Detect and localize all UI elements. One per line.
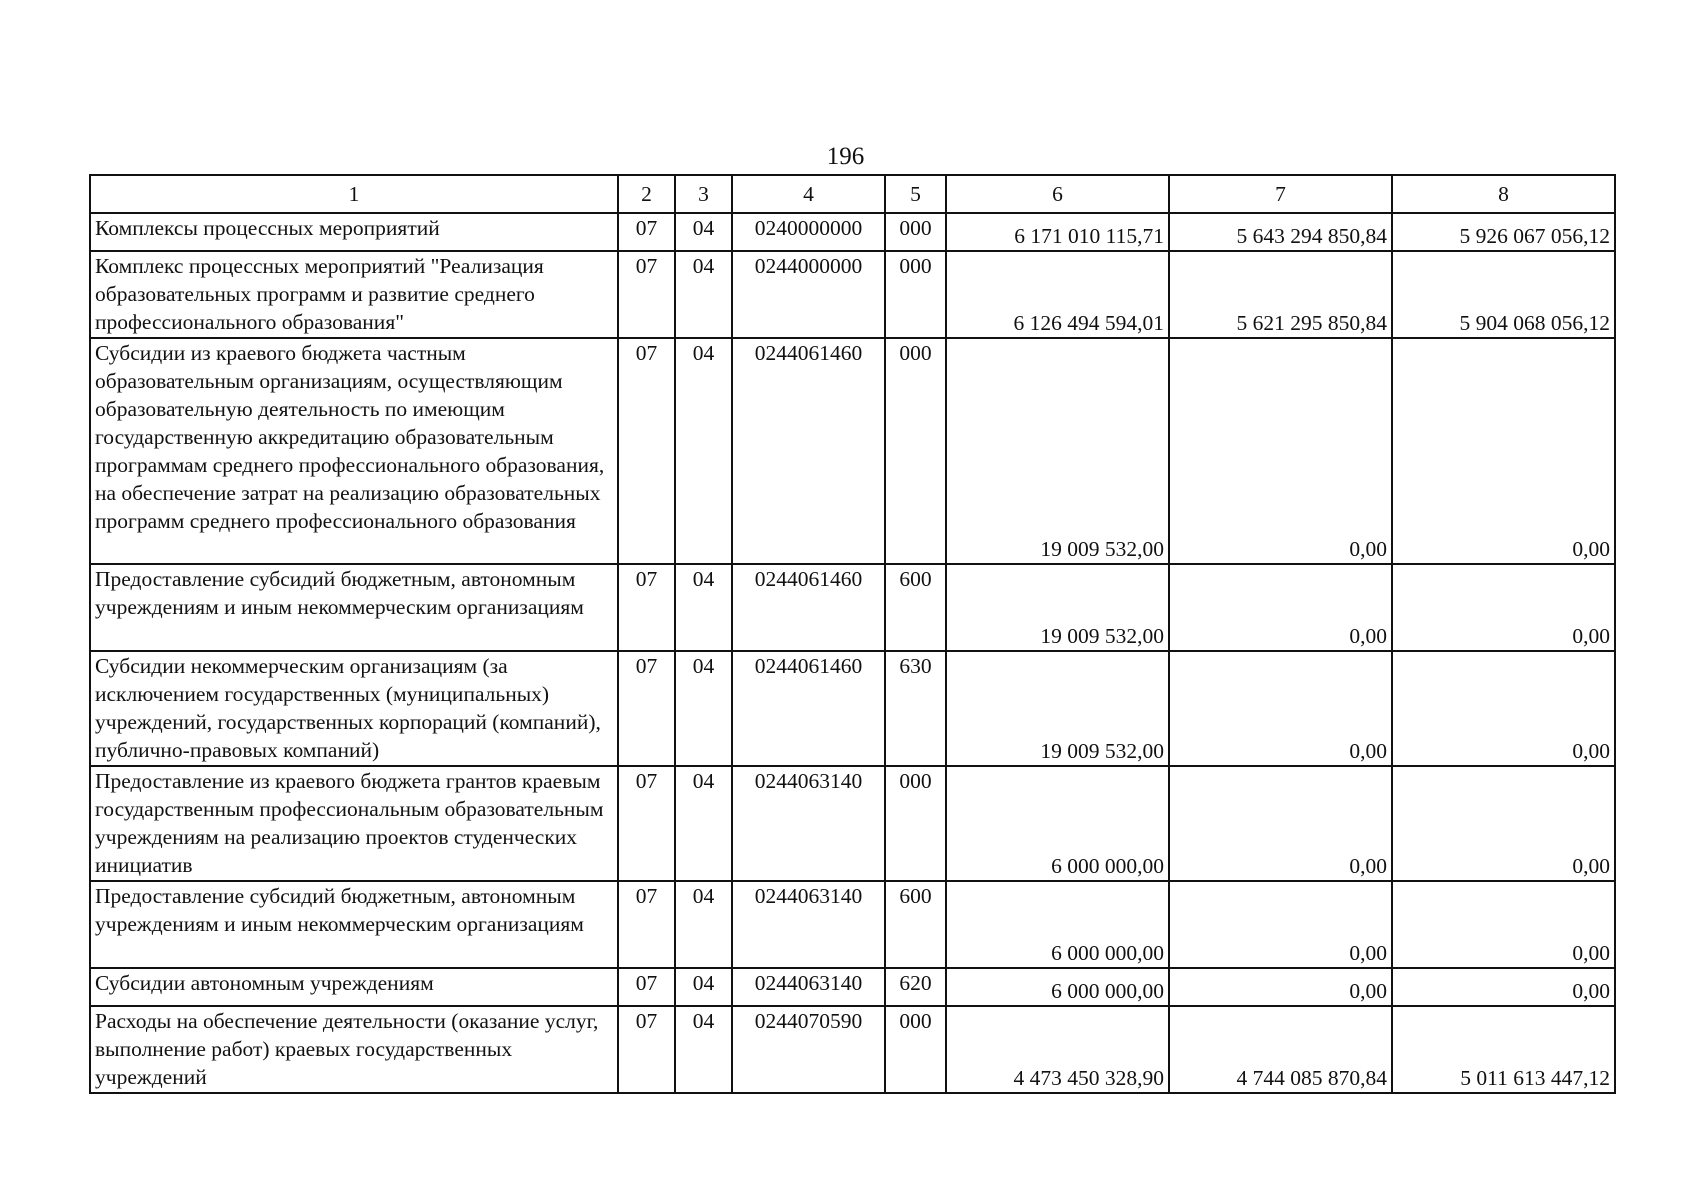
row-amount-col8: 0,00 [1392, 338, 1615, 564]
row-section: 07 [618, 564, 675, 651]
row-amount-col6: 6 126 494 594,01 [946, 251, 1169, 338]
row-description: Предоставление из краевого бюджета грантов краевым государственным профессиональным образовательным учреждениям на реализацию проектов студенческих инициатив [90, 766, 618, 881]
row-subsection: 04 [675, 881, 732, 968]
row-description: Субсидии некоммерческим организациям (за исключением государственных (муниципальных) учреждений, государственных корпораций (компаний), публично-правовых компаний) [90, 651, 618, 766]
row-target-code: 0244061460 [732, 651, 885, 766]
row-amount-col8: 5 904 068 056,12 [1392, 251, 1615, 338]
column-header: 2 [618, 175, 675, 213]
row-section: 07 [618, 251, 675, 338]
row-expense-type: 000 [885, 1006, 946, 1093]
row-expense-type: 000 [885, 251, 946, 338]
row-amount-col8: 0,00 [1392, 881, 1615, 968]
row-amount-col8: 5 011 613 447,12 [1392, 1006, 1615, 1093]
row-target-code: 0244063140 [732, 881, 885, 968]
table-row [90, 1006, 1615, 1093]
column-header: 3 [675, 175, 732, 213]
row-description: Предоставление субсидий бюджетным, автономным учреждениям и иным некоммерческим организациям [90, 564, 618, 651]
row-target-code: 0244070590 [732, 1006, 885, 1093]
row-amount-col7: 5 621 295 850,84 [1169, 251, 1392, 338]
row-amount-col7: 5 643 294 850,84 [1169, 213, 1392, 251]
column-header: 6 [946, 175, 1169, 213]
row-amount-col6: 6 171 010 115,71 [946, 213, 1169, 251]
row-target-code: 0240000000 [732, 213, 885, 251]
row-amount-col6: 6 000 000,00 [946, 766, 1169, 881]
row-amount-col6: 19 009 532,00 [946, 564, 1169, 651]
row-amount-col6: 19 009 532,00 [946, 651, 1169, 766]
row-amount-col7: 0,00 [1169, 651, 1392, 766]
row-amount-col8: 0,00 [1392, 766, 1615, 881]
row-expense-type: 600 [885, 881, 946, 968]
row-amount-col7: 0,00 [1169, 766, 1392, 881]
row-section: 07 [618, 968, 675, 1006]
row-description: Субсидии из краевого бюджета частным образовательным организациям, осуществляющим образовательную деятельность по имеющим государственную аккредитацию образовательным программам среднего профессионального образования, на обеспечение затрат на реализацию образовательных программ среднего профессионального образования [90, 338, 618, 564]
table-row [90, 213, 1615, 251]
row-description: Комплексы процессных мероприятий [90, 213, 618, 251]
row-amount-col6: 4 473 450 328,90 [946, 1006, 1169, 1093]
row-description: Субсидии автономным учреждениям [90, 968, 618, 1006]
row-expense-type: 000 [885, 338, 946, 564]
table-row [90, 766, 1615, 881]
row-amount-col7: 4 744 085 870,84 [1169, 1006, 1392, 1093]
page-number: 196 [826, 143, 865, 170]
column-header: 4 [732, 175, 885, 213]
row-expense-type: 000 [885, 766, 946, 881]
row-amount-col8: 0,00 [1392, 968, 1615, 1006]
row-target-code: 0244063140 [732, 968, 885, 1006]
row-subsection: 04 [675, 1006, 732, 1093]
row-amount-col6: 6 000 000,00 [946, 968, 1169, 1006]
row-description: Расходы на обеспечение деятельности (оказание услуг, выполнение работ) краевых государственных учреждений [90, 1006, 618, 1093]
row-amount-col6: 6 000 000,00 [946, 881, 1169, 968]
column-header: 1 [90, 175, 618, 213]
row-target-code: 0244061460 [732, 338, 885, 564]
row-section: 07 [618, 213, 675, 251]
column-header: 7 [1169, 175, 1392, 213]
row-amount-col7: 0,00 [1169, 968, 1392, 1006]
row-section: 07 [618, 1006, 675, 1093]
row-subsection: 04 [675, 968, 732, 1006]
table-row [90, 968, 1615, 1006]
row-subsection: 04 [675, 564, 732, 651]
row-target-code: 0244061460 [732, 564, 885, 651]
table-row [90, 338, 1615, 564]
column-header: 8 [1392, 175, 1615, 213]
row-section: 07 [618, 766, 675, 881]
row-amount-col7: 0,00 [1169, 564, 1392, 651]
row-subsection: 04 [675, 213, 732, 251]
row-section: 07 [618, 338, 675, 564]
row-target-code: 0244000000 [732, 251, 885, 338]
row-amount-col6: 19 009 532,00 [946, 338, 1169, 564]
row-subsection: 04 [675, 251, 732, 338]
budget-table [89, 174, 1616, 1094]
table-row [90, 881, 1615, 968]
table-header-row [90, 175, 1615, 213]
column-header: 5 [885, 175, 946, 213]
row-expense-type: 630 [885, 651, 946, 766]
row-subsection: 04 [675, 338, 732, 564]
row-amount-col8: 0,00 [1392, 651, 1615, 766]
row-expense-type: 620 [885, 968, 946, 1006]
row-subsection: 04 [675, 766, 732, 881]
row-amount-col8: 5 926 067 056,12 [1392, 213, 1615, 251]
row-amount-col8: 0,00 [1392, 564, 1615, 651]
row-section: 07 [618, 651, 675, 766]
row-expense-type: 000 [885, 213, 946, 251]
table-row [90, 564, 1615, 651]
row-amount-col7: 0,00 [1169, 881, 1392, 968]
row-amount-col7: 0,00 [1169, 338, 1392, 564]
row-expense-type: 600 [885, 564, 946, 651]
row-description: Комплекс процессных мероприятий "Реализация образовательных программ и развитие среднего профессионального образования" [90, 251, 618, 338]
row-description: Предоставление субсидий бюджетным, автономным учреждениям и иным некоммерческим организациям [90, 881, 618, 968]
row-subsection: 04 [675, 651, 732, 766]
row-section: 07 [618, 881, 675, 968]
row-target-code: 0244063140 [732, 766, 885, 881]
table-row [90, 251, 1615, 338]
table-row [90, 651, 1615, 766]
